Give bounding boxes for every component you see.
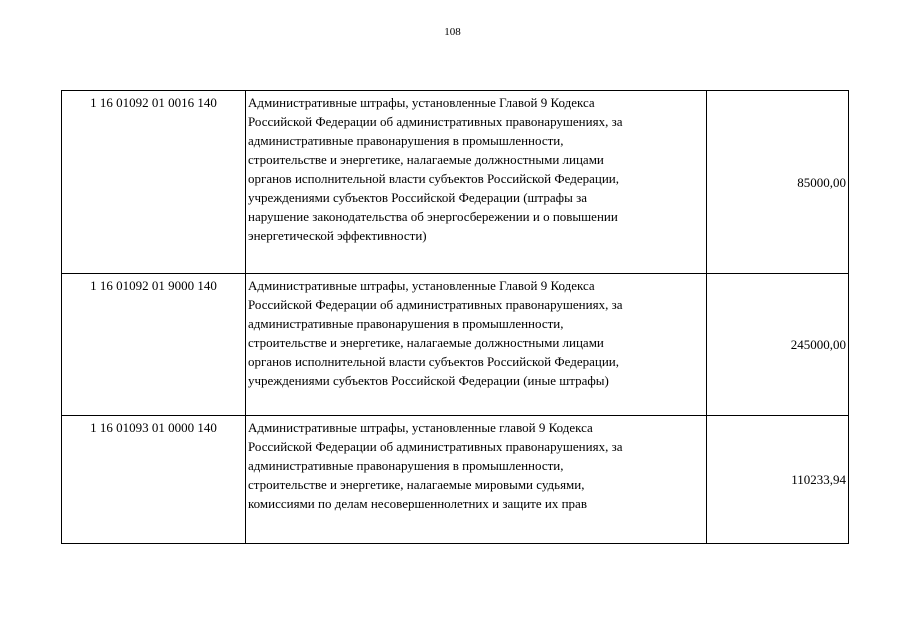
amount-value: 85000,00	[707, 91, 849, 274]
description-line: Административные штрафы, установленные главой 9 Кодекса	[248, 420, 593, 435]
description-line: органов исполнительной власти субъектов Российской Федерации,	[248, 171, 619, 186]
description-line: Административные штрафы, установленные Главой 9 Кодекса	[248, 95, 595, 110]
revenue-table	[61, 90, 849, 544]
page-number: 108	[444, 26, 461, 38]
description-line: нарушение законодательства об энергосбережении и о повышении	[248, 209, 618, 224]
description-line: строительстве и энергетике, налагаемые должностными лицами	[248, 152, 604, 167]
budget-classification-code: 1 16 01092 01 0016 140	[62, 91, 246, 274]
description-line: энергетической эффективности)	[248, 228, 427, 243]
description-line: строительстве и энергетике, налагаемые должностными лицами	[248, 335, 604, 350]
amount-value: 245000,00	[707, 274, 849, 416]
description-line: учреждениями субъектов Российской Федерации (иные штрафы)	[248, 373, 609, 388]
description-line: органов исполнительной власти субъектов Российской Федерации,	[248, 354, 619, 369]
description-line: Российской Федерации об административных правонарушениях, за	[248, 297, 623, 312]
budget-classification-code: 1 16 01093 01 0000 140	[62, 416, 246, 544]
budget-classification-code: 1 16 01092 01 9000 140	[62, 274, 246, 416]
amount-value: 110233,94	[707, 416, 849, 544]
description-line: строительстве и энергетике, налагаемые мировыми судьями,	[248, 477, 585, 492]
description-line: административные правонарушения в промышленности,	[248, 458, 564, 473]
income-description	[246, 91, 707, 274]
table-row	[62, 274, 849, 416]
table-row	[62, 91, 849, 274]
income-description	[246, 274, 707, 416]
description-line: административные правонарушения в промышленности,	[248, 316, 564, 331]
table-row	[62, 416, 849, 544]
description-line: комиссиями по делам несовершеннолетних и защите их прав	[248, 496, 587, 511]
description-line: Российской Федерации об административных правонарушениях, за	[248, 439, 623, 454]
description-line: учреждениями субъектов Российской Федерации (штрафы за	[248, 190, 587, 205]
description-line: Административные штрафы, установленные Главой 9 Кодекса	[248, 278, 595, 293]
description-line: административные правонарушения в промышленности,	[248, 133, 564, 148]
description-line: Российской Федерации об административных правонарушениях, за	[248, 114, 623, 129]
income-description	[246, 416, 707, 544]
